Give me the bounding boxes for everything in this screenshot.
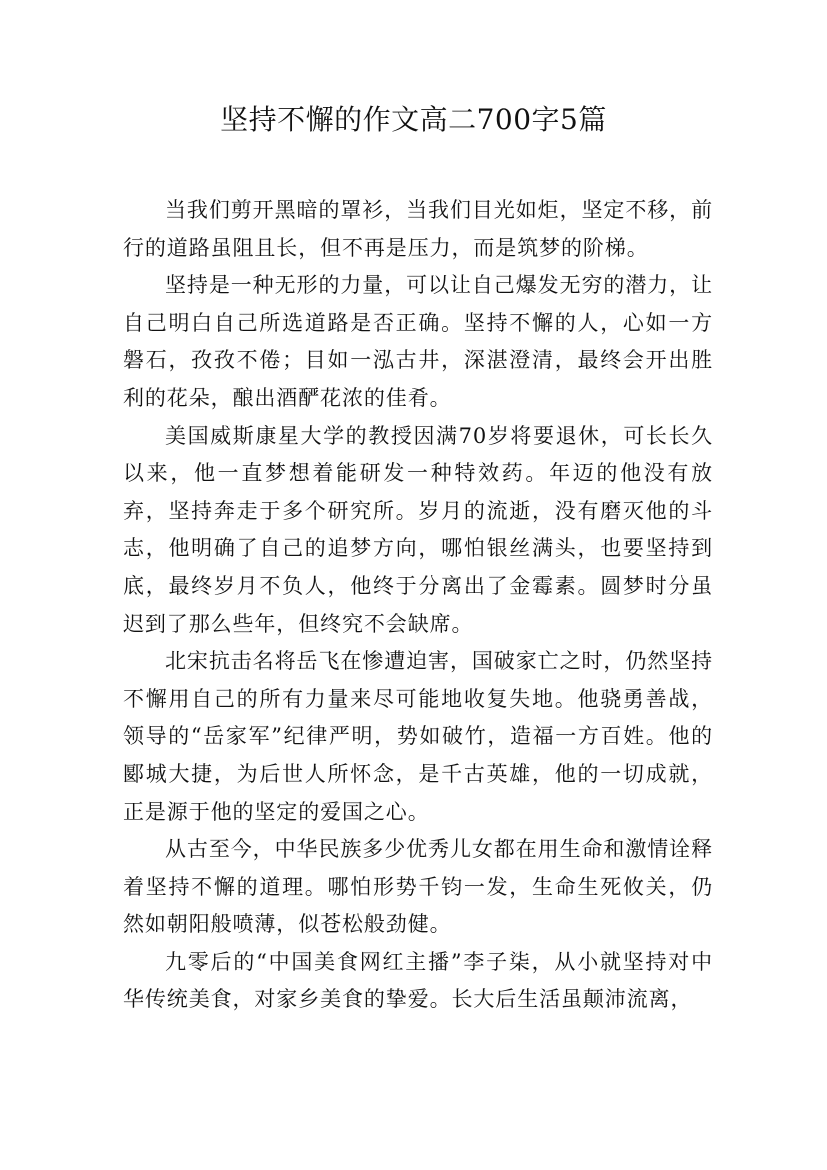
paragraph-1: 当我们剪开黑暗的罩衫，当我们目光如炬，坚定不移，前行的道路虽阻且长，但不再是压力，而是筑梦的阶梯。 — [123, 198, 713, 260]
paragraph-3: 美国威斯康星大学的教授因满70岁将要退休，可长长久以来，他一直梦想着能研发一种特效药。年迈的他没有放弃，坚持奔走于多个研究所。岁月的流逝，没有磨灭他的斗志，他明确了自己的追梦方向，哪怕银丝满头，也要坚持到底，最终岁月不负人，他终于分离出了金霉素。圆梦时分虽迟到了那么些年，但终究不会缺席。 — [123, 423, 713, 636]
paragraph-4: 北宋抗击名将岳飞在惨遭迫害，国破家亡之时，仍然坚持不懈用自己的所有力量来尽可能地收复失地。他骁勇善战，领导的“岳家军”纪律严明，势如破竹，造福一方百姓。他的郾城大捷，为后世人所怀念，是千古英雄，他的一切成就，正是源于他的坚定的爱国之心。 — [123, 649, 713, 824]
paragraph-6: 九零后的“中国美食网红主播”李子柒，从小就坚持对中华传统美食，对家乡美食的挚爱。长大后生活虽颠沛流离， — [123, 949, 713, 1012]
document-body — [123, 192, 713, 1019]
paragraph-2: 坚持是一种无形的力量，可以让自己爆发无穷的潜力，让自己明白自己所选道路是否正确。坚持不懈的人，心如一方磐石，孜孜不倦；目如一泓古井，深湛澄清，最终会开出胜利的花朵，酿出酒酽花浓的佳肴。 — [123, 273, 713, 410]
document-title: 坚持不懈的作文高二700字5篇 — [220, 103, 607, 136]
paragraph-5: 从古至今，中华民族多少优秀儿女都在用生命和激情诠释着坚持不懈的道理。哪怕形势千钧一发，生命生死攸关，仍然如朝阳般喷薄，似苍松般劲健。 — [123, 837, 713, 937]
